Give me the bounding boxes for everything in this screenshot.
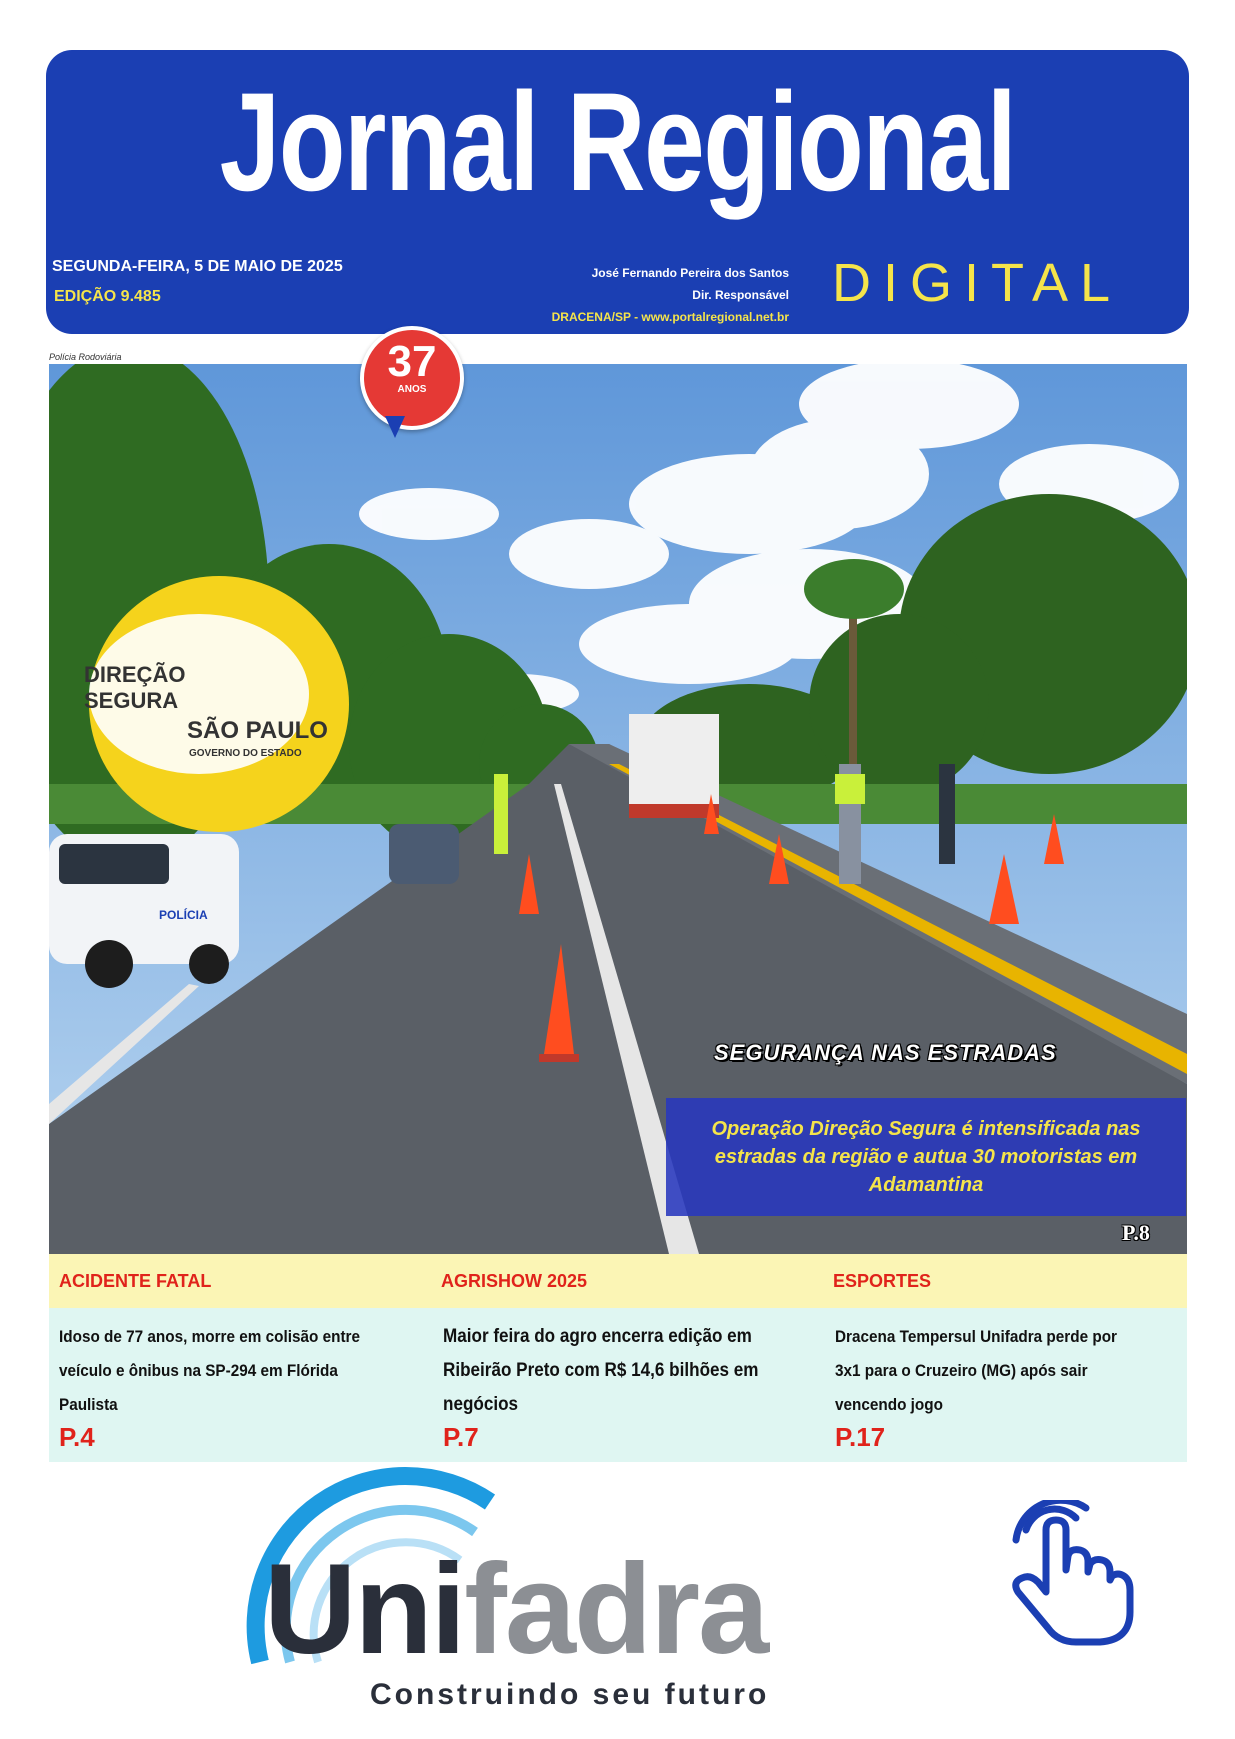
pointing-hand-click-icon[interactable] [996, 1500, 1146, 1650]
logo-part-fadra: fadra [464, 1538, 768, 1681]
grey-suv [389, 824, 459, 884]
cover-headline[interactable]: Operação Direção Segura é intensificada nas estradas da região e autua 30 motoristas em Adamantina [711, 1118, 1141, 1196]
badge-pointer [385, 416, 405, 438]
section-labels-bar [49, 1254, 1187, 1308]
newspaper-title: Jornal Regional [219, 63, 1016, 220]
cover-headline-box[interactable] [666, 1098, 1186, 1216]
balloon-text-segura: SEGURA [84, 688, 179, 713]
story-page-ref[interactable]: P.7 [443, 1422, 479, 1452]
location-website[interactable]: DRACENA/SP - www.portalregional.net.br [551, 310, 789, 324]
balloon-text-governo: GOVERNO DO ESTADO [189, 748, 302, 759]
logo-part-uni: Uni [264, 1538, 465, 1681]
section-label-acidente[interactable]: ACIDENTE FATAL [59, 1271, 212, 1291]
editor-name: José Fernando Pereira dos Santos [591, 266, 789, 280]
digital-subtitle: DIGITAL [832, 253, 1123, 313]
section-label-esportes[interactable]: ESPORTES [833, 1271, 932, 1291]
anniversary-badge [360, 326, 464, 430]
unifadra-logo [264, 1538, 768, 1681]
story-page-ref[interactable]: P.17 [835, 1422, 886, 1452]
masthead-pointer [330, 282, 358, 302]
section-label-agrishow[interactable]: AGRISHOW 2025 [441, 1271, 588, 1291]
editor-role: Dir. Responsável [692, 288, 789, 302]
masthead [46, 50, 1189, 334]
story-acidente[interactable] [59, 1320, 399, 1452]
cover-page-ref[interactable]: P.8 [1122, 1220, 1150, 1245]
photo-credit: Polícia Rodoviária [49, 352, 122, 362]
story-text[interactable]: Dracena Tempersul Unifadra perde por 3x1 para o Cruzeiro (MG) após sair vencendo jogo [835, 1327, 1118, 1414]
cover-kicker: SEGURANÇA NAS ESTRADAS [714, 1040, 1057, 1065]
story-esportes[interactable] [835, 1320, 1175, 1452]
car-police-text: POLÍCIA [159, 908, 208, 922]
anniversary-number: 37 [387, 337, 437, 386]
issue-edition: EDIÇÃO 9.485 [54, 288, 161, 305]
unifadra-advertisement[interactable] [220, 1462, 880, 1732]
story-text[interactable]: Maior feira do agro encerra edição em Ribeirão Preto com R$ 14,6 bilhões em negócios [443, 1326, 759, 1415]
balloon-text-sao-paulo: SÃO PAULO [187, 717, 328, 744]
ad-tagline: Construindo seu futuro [370, 1678, 770, 1711]
balloon-text-direcao: DIREÇÃO [84, 662, 186, 687]
story-agrishow[interactable] [443, 1320, 813, 1452]
stories-row [49, 1308, 1187, 1462]
story-text[interactable]: Idoso de 77 anos, morre em colisão entre veículo e ônibus na SP-294 em Flórida Paulista [59, 1327, 361, 1414]
truck [629, 714, 719, 814]
story-page-ref[interactable]: P.4 [59, 1422, 95, 1452]
issue-date: SEGUNDA-FEIRA, 5 DE MAIO DE 2025 [52, 258, 343, 275]
anniversary-label: ANOS [397, 384, 427, 395]
